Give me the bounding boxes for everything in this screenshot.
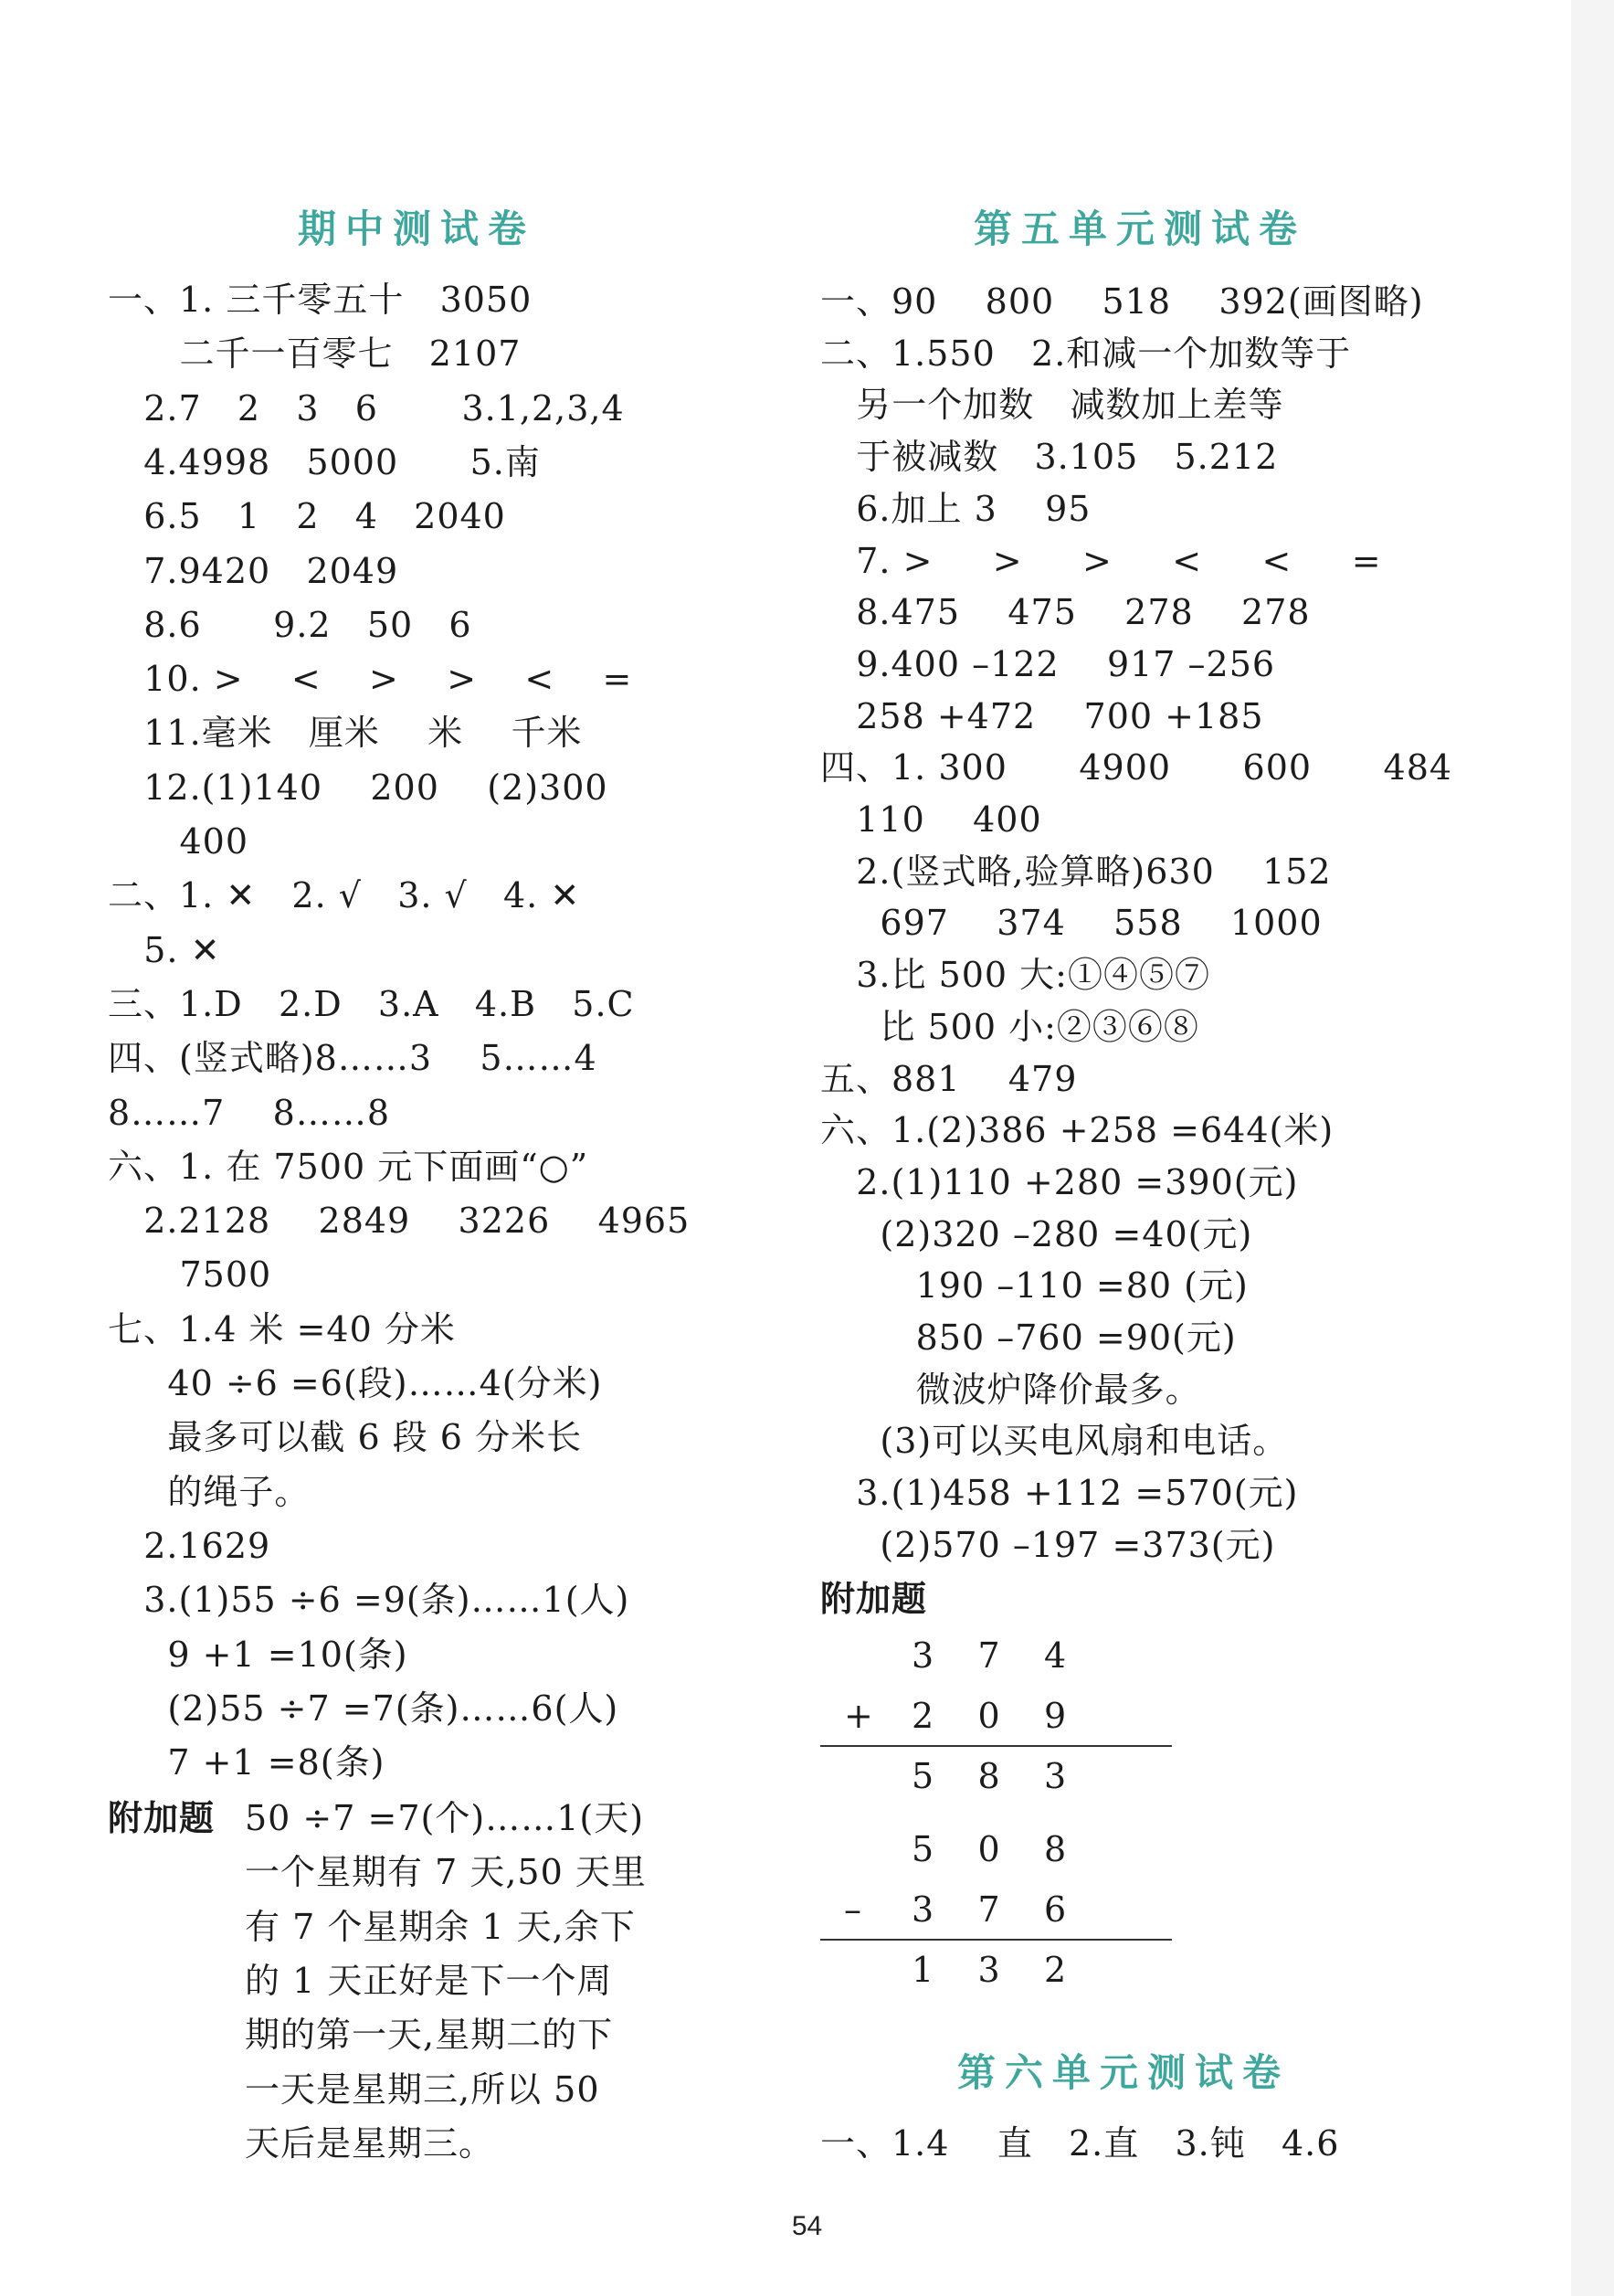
left-answer-line: 12.(1)140 200 (2)300 (108, 767, 608, 808)
addition-bottom: 2 0 9 (912, 1696, 1067, 1736)
left-answer-line: 三、1.D 2.D 3.A 4.B 5.C (108, 983, 635, 1024)
right-answer-line: 9.400 –122 917 –256 (820, 643, 1276, 684)
right-answer-line: 2.(1)110 +280 =390(元) (820, 1161, 1299, 1202)
right-answer-line: 8.475 475 278 278 (820, 592, 1311, 633)
subtraction-bottom: 3 7 6 (912, 1889, 1067, 1930)
left-answer-line: 2.7 2 3 6 3.1,2,3,4 (108, 387, 625, 429)
left-answer-line: 5. ✕ (108, 929, 221, 970)
left-answer-line: (2)55 ÷7 =7(条)……6(人) (108, 1688, 619, 1729)
subtraction-top: 5 0 8 (912, 1829, 1067, 1869)
left-answer-line: 400 (108, 821, 249, 862)
section-title-midterm: 期中测试卷 (298, 206, 536, 251)
right-answer-line: 微波炉降价最多。 (820, 1369, 1201, 1410)
left-answer-line: 六、1. 在 7500 元下面画“○” (108, 1146, 589, 1187)
section-title-unit5: 第五单元测试卷 (974, 206, 1307, 251)
left-answer-line: 二千一百零七 2107 (108, 333, 522, 375)
right-answer-line: 二、1.550 2.和减一个加数等于 (820, 333, 1352, 374)
left-bonus-line: 有 7 个星期余 1 天,余下 (245, 1906, 636, 1947)
subtraction-rule (820, 1939, 1172, 1941)
left-bonus-line: 50 ÷7 =7(个)……1(天) (245, 1798, 645, 1838)
right-bonus-label: 附加题 (820, 1579, 928, 1619)
left-answer-line: 二、1. ✕ 2. √ 3. √ 4. ✕ (108, 875, 581, 916)
right-answer-line: 258 +472 700 +185 (820, 695, 1264, 736)
right-answer-line: 一、90 800 518 392(画图略) (820, 281, 1424, 322)
right-answer-line: 另一个加数 减数加上差等 (820, 385, 1284, 426)
right-answer-line: 2.(竖式略,验算略)630 152 (820, 851, 1332, 892)
left-answer-line: 3.(1)55 ÷6 =9(条)……1(人) (108, 1580, 630, 1621)
left-answer-line: 6.5 1 2 4 2040 (108, 496, 506, 537)
left-answer-line: 一、1. 三千零五十 3050 (108, 280, 533, 320)
left-answer-line: 4.4998 5000 5.南 (108, 441, 541, 482)
right-answer-line: 五、881 479 (820, 1058, 1078, 1099)
right-answer-line: 于被减数 3.105 5.212 (820, 437, 1279, 478)
left-answer-line: 7 +1 =8(条) (108, 1742, 385, 1783)
left-answer-line: 7.9420 2049 (108, 550, 399, 591)
right-answer-line: 3.(1)458 +112 =570(元) (820, 1473, 1299, 1514)
left-bonus-label: 附加题 (108, 1798, 216, 1838)
left-answer-line: 8……7 8……8 (108, 1092, 391, 1133)
left-bonus-line: 天后是星期三。 (245, 2122, 495, 2164)
right-answer-line: (2)570 –197 =373(元) (820, 1524, 1276, 1565)
subtraction-op: – (844, 1889, 861, 1930)
right-answer-line: 3.比 500 大:①④⑤⑦ (820, 955, 1210, 996)
right-answer-line: 190 –110 =80 (元) (820, 1265, 1249, 1307)
page-edge-shade (1571, 0, 1614, 2296)
addition-rule (820, 1745, 1172, 1747)
right-answer-line: 四、1. 300 4900 600 484 (820, 747, 1453, 788)
right-answer-line: 850 –760 =90(元) (820, 1317, 1237, 1358)
left-answer-line: 40 ÷6 =6(段)……4(分米) (108, 1363, 603, 1403)
right-answer-line: (3)可以买电风扇和电话。 (820, 1421, 1289, 1462)
addition-top: 3 7 4 (912, 1635, 1067, 1676)
right-answer-line: 比 500 小:②③⑥⑧ (820, 1006, 1199, 1047)
subtraction-result: 1 3 2 (912, 1950, 1067, 1990)
right-answer-line: 697 374 558 1000 (820, 903, 1323, 944)
right-answer-line: 6.加上 3 95 (820, 488, 1092, 529)
right-answer-line: 7. > > > < < = (820, 540, 1382, 581)
addition-result: 5 8 3 (912, 1756, 1067, 1796)
left-answer-line: 11.毫米 厘米 米 千米 (108, 713, 583, 754)
addition-op: + (844, 1696, 873, 1736)
left-bonus-line: 的 1 天正好是下一个周 (245, 1960, 613, 2001)
right-answer-line: 六、1.(2)386 +258 =644(米) (820, 1110, 1334, 1151)
left-answer-line: 2.2128 2849 3226 4965 (108, 1201, 691, 1242)
left-answer-line: 10. > < > > < = (108, 659, 633, 700)
left-answer-line: 四、(竖式略)8……3 5……4 (108, 1038, 597, 1079)
section-title-unit6: 第六单元测试卷 (957, 2050, 1291, 2095)
left-answer-line: 2.1629 (108, 1525, 271, 1566)
unit6-first-line: 一、1.4 直 2.直 3.钝 4.6 (820, 2123, 1340, 2164)
right-answer-line: (2)320 –280 =40(元) (820, 1213, 1253, 1254)
page-number: 54 (791, 2211, 823, 2241)
left-bonus-line: 一个星期有 7 天,50 天里 (245, 1852, 647, 1893)
left-bonus-line: 一天是星期三,所以 50 (245, 2069, 600, 2110)
right-answer-line: 110 400 (820, 799, 1042, 840)
left-answer-line: 的绳子。 (108, 1471, 311, 1512)
left-answer-line: 最多可以截 6 段 6 分米长 (108, 1417, 583, 1458)
left-answer-line: 8.6 9.2 50 6 (108, 604, 472, 645)
left-answer-line: 7500 (108, 1254, 272, 1296)
left-answer-line: 七、1.4 米 =40 分米 (108, 1308, 456, 1349)
left-answer-line: 9 +1 =10(条) (108, 1634, 408, 1675)
left-bonus-line: 期的第一天,星期二的下 (245, 2015, 614, 2056)
